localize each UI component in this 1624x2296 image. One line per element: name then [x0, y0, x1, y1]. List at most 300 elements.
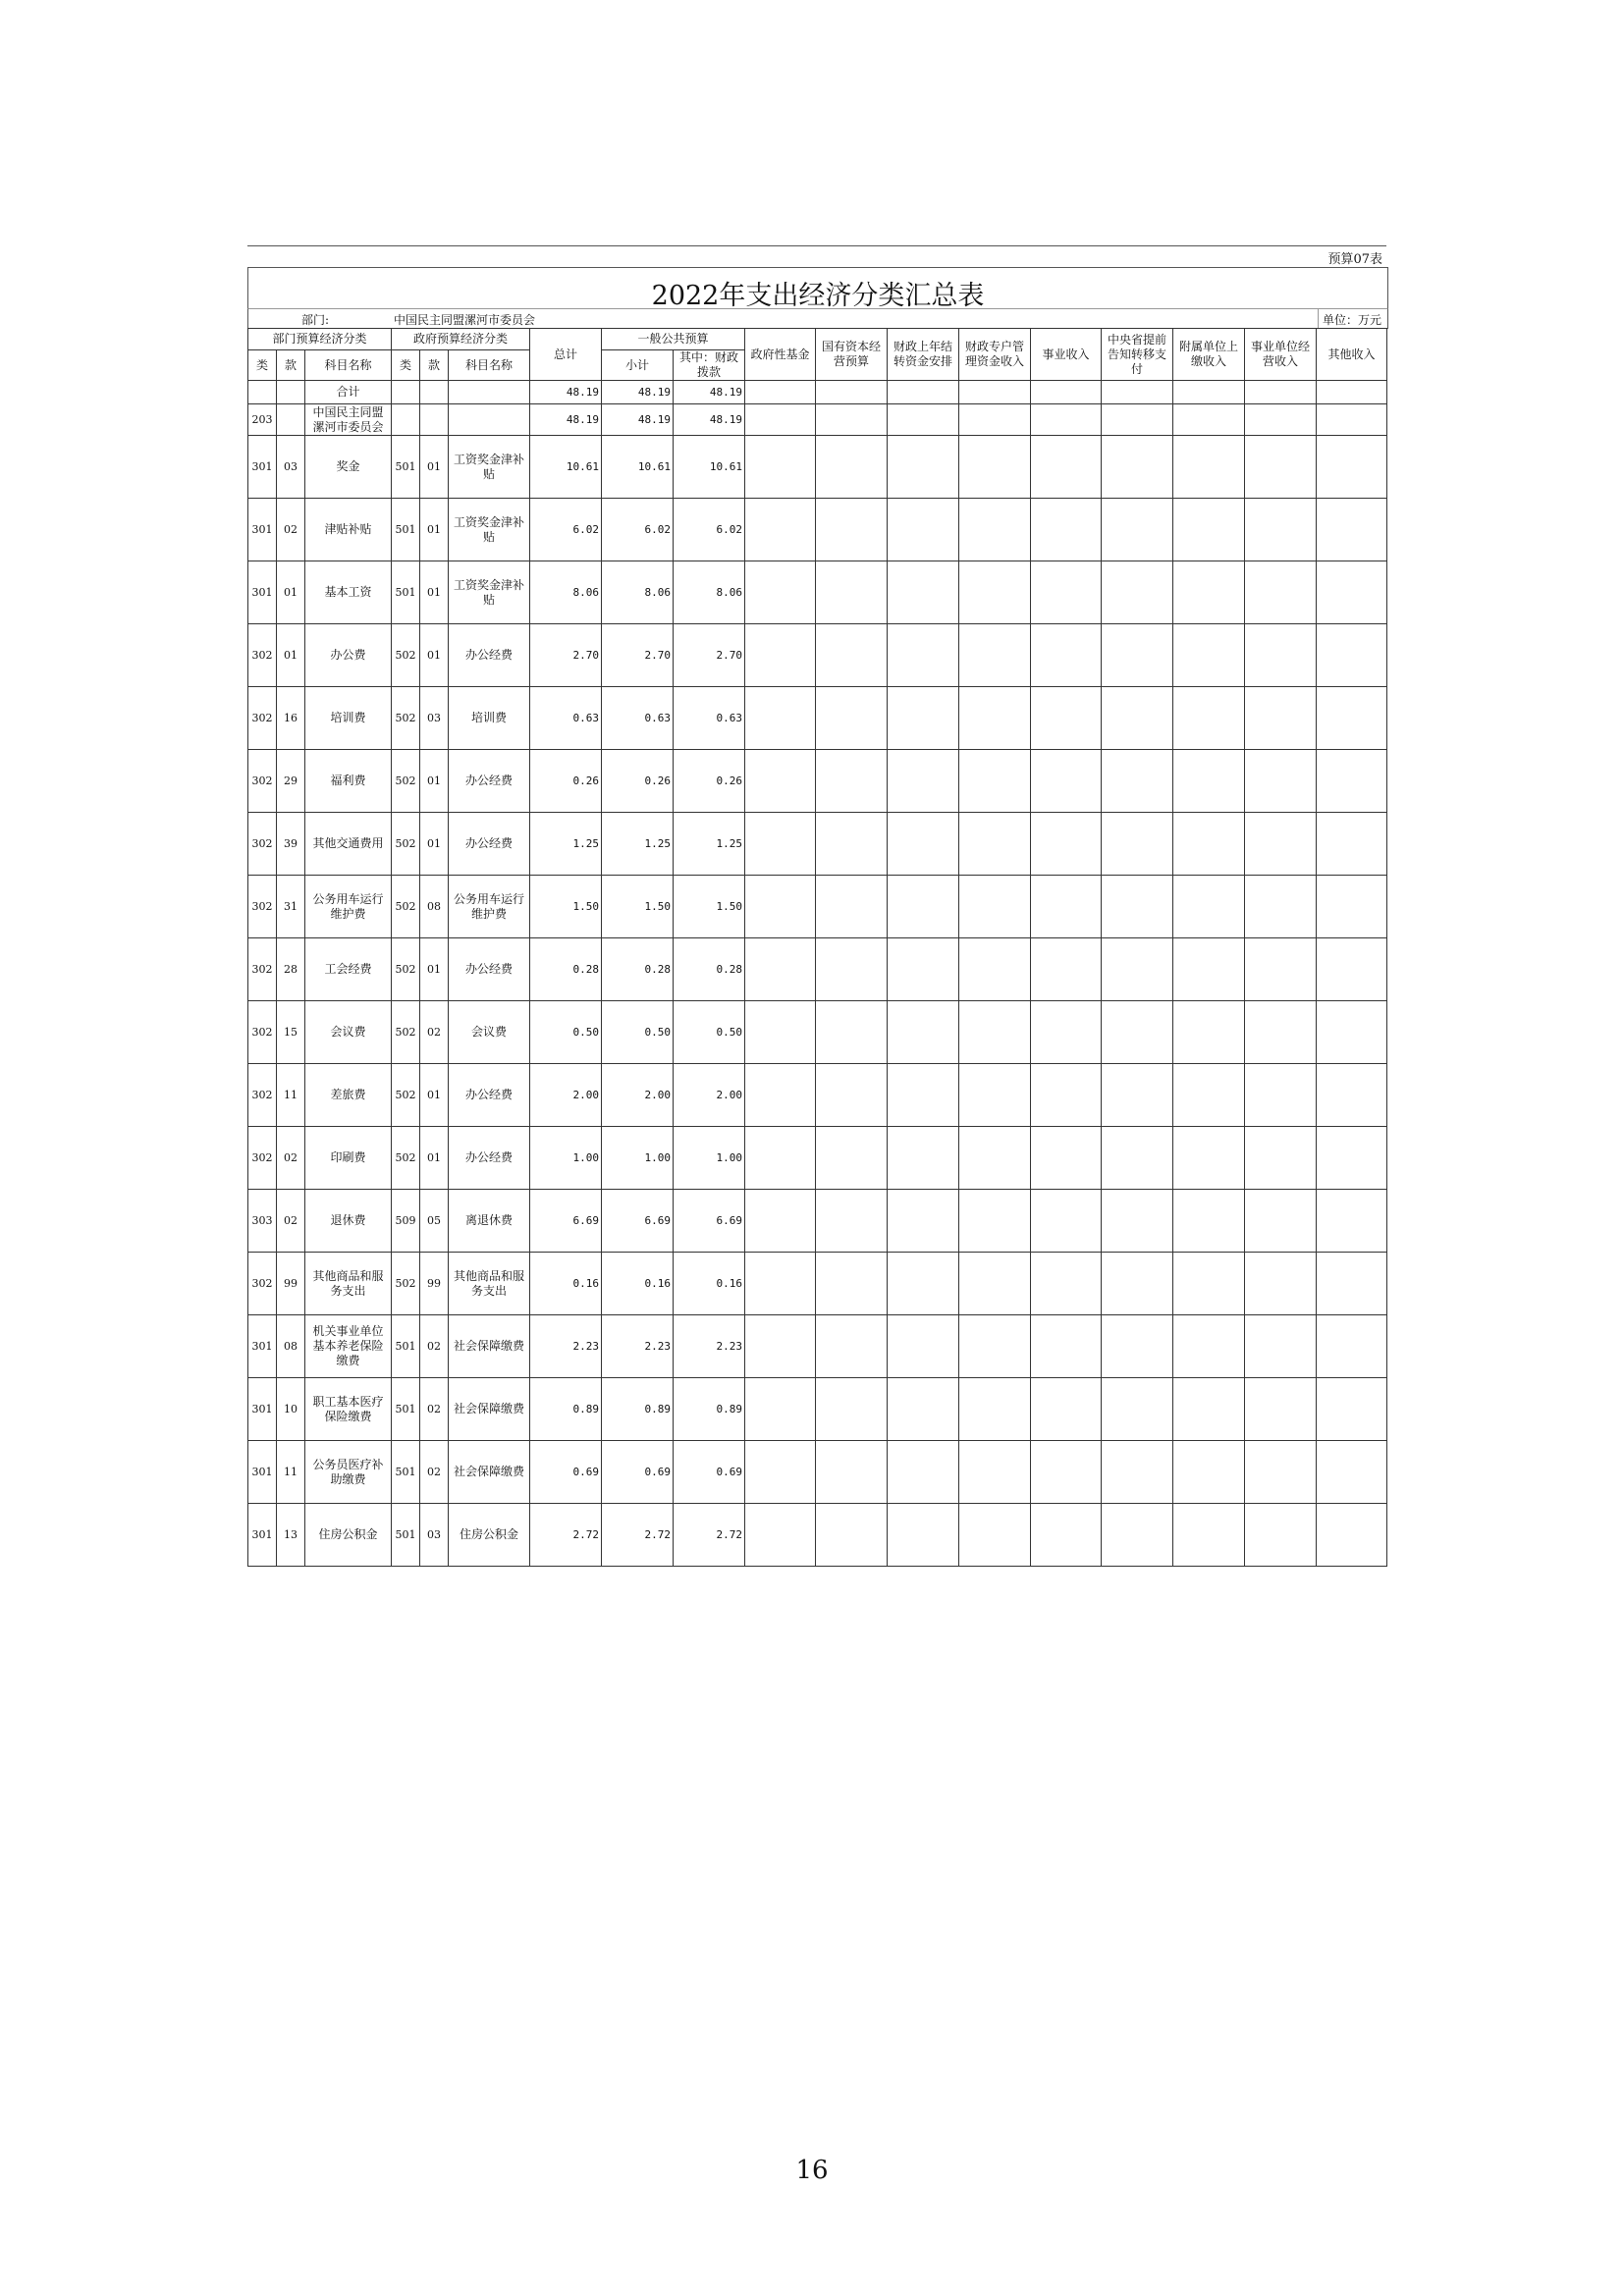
header-other-income: 其他收入	[1317, 329, 1387, 381]
cell-total: 0.69	[530, 1441, 602, 1504]
cell-subject-name: 差旅费	[305, 1064, 392, 1127]
cell-gov-kuan: 01	[420, 1064, 449, 1127]
cell-lei: 301	[248, 561, 277, 624]
cell-special-account	[959, 1064, 1031, 1127]
cell-business-income	[1031, 1001, 1102, 1064]
unit-label: 单位：万元	[1322, 313, 1381, 327]
cell-lei: 302	[248, 876, 277, 938]
cell-other-income	[1317, 1504, 1387, 1567]
cell-total: 0.50	[530, 1001, 602, 1064]
cell-central-transfer	[1102, 813, 1173, 876]
header-subtotal: 小计	[602, 350, 674, 381]
cell-operating-income	[1245, 750, 1317, 813]
header-general-budget: 一般公共预算	[602, 329, 745, 350]
cell-other-income	[1317, 1441, 1387, 1504]
cell-affiliated-income	[1173, 1441, 1245, 1504]
cell-state-capital	[816, 1127, 888, 1190]
cell-subject-name: 公务用车运行维护费	[305, 876, 392, 938]
cell-gov-kuan: 03	[420, 1504, 449, 1567]
cell-gov-fund	[745, 1504, 816, 1567]
cell-subject-name: 职工基本医疗保险缴费	[305, 1378, 392, 1441]
cell-special-account	[959, 1441, 1031, 1504]
cell-gov-subject-name: 社会保障缴费	[449, 1315, 530, 1378]
cell-gov-lei: 502	[392, 687, 420, 750]
cell-state-capital	[816, 561, 888, 624]
cell-carryover	[888, 436, 959, 499]
cell-gov-lei: 502	[392, 1001, 420, 1064]
cell-gov-lei: 502	[392, 813, 420, 876]
cell-operating-income	[1245, 436, 1317, 499]
cell-kuan: 39	[277, 813, 305, 876]
cell-operating-income	[1245, 1127, 1317, 1190]
cell-subject-name: 奖金	[305, 436, 392, 499]
header-business-income: 事业收入	[1031, 329, 1102, 381]
cell-business-income	[1031, 1064, 1102, 1127]
cell-other-income	[1317, 1190, 1387, 1253]
cell-business-income	[1031, 624, 1102, 687]
cell-state-capital	[816, 813, 888, 876]
cell-operating-income	[1245, 813, 1317, 876]
cell-other-income	[1317, 687, 1387, 750]
cell-subject-name: 津贴补贴	[305, 499, 392, 561]
cell-gov-kuan: 01	[420, 938, 449, 1001]
cell-business-income	[1031, 1378, 1102, 1441]
cell-gov-kuan: 01	[420, 750, 449, 813]
cell-affiliated-income	[1173, 687, 1245, 750]
cell-affiliated-income	[1173, 1064, 1245, 1127]
cell-kuan: 11	[277, 1441, 305, 1504]
cell-subtotal: 2.72	[602, 1504, 674, 1567]
cell-subject-name: 退休费	[305, 1190, 392, 1253]
cell-gov-subject-name: 办公经费	[449, 813, 530, 876]
total-fiscal: 48.19	[674, 381, 745, 404]
cell-other-income	[1317, 624, 1387, 687]
cell-business-income	[1031, 436, 1102, 499]
cell-fiscal: 0.16	[674, 1253, 745, 1315]
cell-fiscal: 0.69	[674, 1441, 745, 1504]
table-row	[248, 624, 1387, 687]
cell-central-transfer	[1102, 624, 1173, 687]
cell-gov-lei: 501	[392, 1378, 420, 1441]
cell-operating-income	[1245, 1378, 1317, 1441]
table-row	[248, 1504, 1387, 1567]
cell-special-account	[959, 687, 1031, 750]
cell-gov-fund	[745, 436, 816, 499]
cell-gov-kuan: 01	[420, 561, 449, 624]
cell-business-income	[1031, 750, 1102, 813]
table-row	[248, 1441, 1387, 1504]
cell-kuan: 08	[277, 1315, 305, 1378]
cell-subtotal: 2.70	[602, 624, 674, 687]
cell-gov-kuan: 01	[420, 624, 449, 687]
cell-business-income	[1031, 1127, 1102, 1190]
cell-lei: 301	[248, 1504, 277, 1567]
cell-affiliated-income	[1173, 499, 1245, 561]
cell-total: 0.63	[530, 687, 602, 750]
cell-state-capital	[816, 1253, 888, 1315]
cell-gov-fund	[745, 938, 816, 1001]
cell-state-capital	[816, 1378, 888, 1441]
cell-special-account	[959, 1127, 1031, 1190]
total-subtotal: 48.19	[602, 381, 674, 404]
cell-carryover	[888, 1378, 959, 1441]
cell-fiscal: 6.69	[674, 1190, 745, 1253]
cell-central-transfer	[1102, 1315, 1173, 1378]
cell-subtotal: 2.00	[602, 1064, 674, 1127]
cell-kuan: 01	[277, 561, 305, 624]
cell-carryover	[888, 1315, 959, 1378]
dept-name: 中国民主同盟漯河市委员会	[394, 313, 536, 327]
cell-subject-name: 福利费	[305, 750, 392, 813]
cell-gov-fund	[745, 876, 816, 938]
cell-central-transfer	[1102, 499, 1173, 561]
cell-gov-subject-name: 其他商品和服务支出	[449, 1253, 530, 1315]
cell-other-income	[1317, 813, 1387, 876]
cell-special-account	[959, 1253, 1031, 1315]
cell-operating-income	[1245, 1064, 1317, 1127]
header-gov-lei: 类	[392, 350, 420, 381]
cell-lei: 301	[248, 1378, 277, 1441]
header-dept-class: 部门预算经济分类	[248, 329, 392, 350]
cell-carryover	[888, 813, 959, 876]
cell-gov-subject-name: 工资奖金津补贴	[449, 561, 530, 624]
dept-code: 203	[248, 404, 277, 436]
cell-other-income	[1317, 750, 1387, 813]
cell-subject-name: 培训费	[305, 687, 392, 750]
cell-gov-fund	[745, 1127, 816, 1190]
cell-business-income	[1031, 1441, 1102, 1504]
cell-kuan: 29	[277, 750, 305, 813]
cell-fiscal: 0.89	[674, 1378, 745, 1441]
cell-other-income	[1317, 499, 1387, 561]
cell-gov-subject-name: 工资奖金津补贴	[449, 499, 530, 561]
cell-subject-name: 住房公积金	[305, 1504, 392, 1567]
cell-gov-lei: 509	[392, 1190, 420, 1253]
cell-total: 0.26	[530, 750, 602, 813]
cell-carryover	[888, 499, 959, 561]
cell-other-income	[1317, 1001, 1387, 1064]
cell-operating-income	[1245, 687, 1317, 750]
total-row	[248, 381, 1387, 404]
cell-operating-income	[1245, 499, 1317, 561]
cell-subject-name: 公务员医疗补助缴费	[305, 1441, 392, 1504]
cell-gov-subject-name: 办公经费	[449, 1127, 530, 1190]
cell-gov-subject-name: 办公经费	[449, 938, 530, 1001]
cell-kuan: 99	[277, 1253, 305, 1315]
cell-total: 2.70	[530, 624, 602, 687]
table-row	[248, 499, 1387, 561]
cell-kuan: 02	[277, 499, 305, 561]
cell-special-account	[959, 1504, 1031, 1567]
cell-lei: 302	[248, 938, 277, 1001]
cell-subject-name: 其他交通费用	[305, 813, 392, 876]
cell-gov-subject-name: 工资奖金津补贴	[449, 436, 530, 499]
cell-state-capital	[816, 624, 888, 687]
dept-row	[248, 404, 1387, 436]
cell-subject-name: 其他商品和服务支出	[305, 1253, 392, 1315]
header-total: 总计	[530, 329, 602, 381]
cell-central-transfer	[1102, 1504, 1173, 1567]
header-kuan: 款	[277, 350, 305, 381]
cell-affiliated-income	[1173, 1378, 1245, 1441]
cell-total: 1.25	[530, 813, 602, 876]
cell-special-account	[959, 876, 1031, 938]
cell-fiscal: 1.25	[674, 813, 745, 876]
cell-state-capital	[816, 1001, 888, 1064]
cell-gov-kuan: 01	[420, 436, 449, 499]
cell-subtotal: 0.16	[602, 1253, 674, 1315]
header-subject: 科目名称	[305, 350, 392, 381]
cell-affiliated-income	[1173, 876, 1245, 938]
cell-business-income	[1031, 1504, 1102, 1567]
cell-gov-lei: 502	[392, 1253, 420, 1315]
cell-gov-kuan: 02	[420, 1315, 449, 1378]
cell-total: 10.61	[530, 436, 602, 499]
cell-carryover	[888, 561, 959, 624]
cell-other-income	[1317, 1064, 1387, 1127]
cell-gov-subject-name: 办公经费	[449, 750, 530, 813]
cell-subtotal: 0.63	[602, 687, 674, 750]
cell-gov-fund	[745, 1378, 816, 1441]
header-affiliated-income: 附属单位上缴收入	[1173, 329, 1245, 381]
cell-gov-kuan: 02	[420, 1001, 449, 1064]
cell-affiliated-income	[1173, 1315, 1245, 1378]
total-label: 合计	[305, 381, 392, 404]
cell-business-income	[1031, 687, 1102, 750]
cell-lei: 301	[248, 436, 277, 499]
cell-subtotal: 2.23	[602, 1315, 674, 1378]
cell-gov-lei: 501	[392, 436, 420, 499]
cell-lei: 301	[248, 1315, 277, 1378]
cell-operating-income	[1245, 561, 1317, 624]
cell-gov-subject-name: 公务用车运行维护费	[449, 876, 530, 938]
cell-gov-lei: 501	[392, 1441, 420, 1504]
cell-affiliated-income	[1173, 561, 1245, 624]
cell-affiliated-income	[1173, 624, 1245, 687]
cell-gov-fund	[745, 1441, 816, 1504]
cell-special-account	[959, 624, 1031, 687]
cell-subtotal: 0.26	[602, 750, 674, 813]
header-operating-income: 事业单位经营收入	[1245, 329, 1317, 381]
total-total: 48.19	[530, 381, 602, 404]
table-row	[248, 1127, 1387, 1190]
cell-carryover	[888, 938, 959, 1001]
header-lei: 类	[248, 350, 277, 381]
cell-carryover	[888, 1441, 959, 1504]
header-special-account: 财政专户管理资金收入	[959, 329, 1031, 381]
cell-affiliated-income	[1173, 1127, 1245, 1190]
cell-subject-name: 印刷费	[305, 1127, 392, 1190]
cell-business-income	[1031, 1315, 1102, 1378]
cell-operating-income	[1245, 938, 1317, 1001]
cell-affiliated-income	[1173, 1190, 1245, 1253]
cell-gov-subject-name: 住房公积金	[449, 1504, 530, 1567]
cell-other-income	[1317, 876, 1387, 938]
cell-fiscal: 0.28	[674, 938, 745, 1001]
cell-gov-kuan: 01	[420, 813, 449, 876]
cell-gov-lei: 502	[392, 750, 420, 813]
cell-fiscal: 1.00	[674, 1127, 745, 1190]
cell-kuan: 11	[277, 1064, 305, 1127]
table-row	[248, 687, 1387, 750]
title-box	[247, 267, 1388, 309]
cell-kuan: 16	[277, 687, 305, 750]
cell-state-capital	[816, 499, 888, 561]
cell-central-transfer	[1102, 561, 1173, 624]
cell-state-capital	[816, 1504, 888, 1567]
cell-fiscal: 2.72	[674, 1504, 745, 1567]
cell-central-transfer	[1102, 938, 1173, 1001]
cell-gov-lei: 501	[392, 1315, 420, 1378]
cell-gov-kuan: 02	[420, 1441, 449, 1504]
cell-subtotal: 6.02	[602, 499, 674, 561]
cell-lei: 303	[248, 1190, 277, 1253]
cell-fiscal: 0.63	[674, 687, 745, 750]
cell-operating-income	[1245, 1441, 1317, 1504]
cell-gov-fund	[745, 1001, 816, 1064]
cell-gov-kuan: 08	[420, 876, 449, 938]
cell-kuan: 01	[277, 624, 305, 687]
cell-special-account	[959, 938, 1031, 1001]
cell-state-capital	[816, 750, 888, 813]
cell-kuan: 13	[277, 1504, 305, 1567]
cell-business-income	[1031, 561, 1102, 624]
cell-other-income	[1317, 1315, 1387, 1378]
table-row	[248, 436, 1387, 499]
cell-gov-fund	[745, 813, 816, 876]
cell-lei: 302	[248, 1253, 277, 1315]
cell-lei: 302	[248, 1064, 277, 1127]
cell-fiscal: 1.50	[674, 876, 745, 938]
cell-gov-fund	[745, 561, 816, 624]
cell-gov-lei: 502	[392, 1064, 420, 1127]
cell-fiscal: 8.06	[674, 561, 745, 624]
header-gov-class: 政府预算经济分类	[392, 329, 530, 350]
cell-carryover	[888, 876, 959, 938]
cell-central-transfer	[1102, 687, 1173, 750]
cell-carryover	[888, 624, 959, 687]
cell-carryover	[888, 1001, 959, 1064]
cell-gov-kuan: 01	[420, 499, 449, 561]
header-row-1	[248, 329, 1387, 350]
cell-special-account	[959, 436, 1031, 499]
cell-carryover	[888, 750, 959, 813]
header-state-capital: 国有资本经营预算	[816, 329, 888, 381]
cell-subtotal: 0.69	[602, 1441, 674, 1504]
dept-subtotal: 48.19	[602, 404, 674, 436]
header-gov-kuan: 款	[420, 350, 449, 381]
cell-kuan: 02	[277, 1190, 305, 1253]
cell-kuan: 31	[277, 876, 305, 938]
cell-subtotal: 0.28	[602, 938, 674, 1001]
cell-state-capital	[816, 436, 888, 499]
cell-lei: 302	[248, 750, 277, 813]
cell-fiscal: 0.26	[674, 750, 745, 813]
cell-total: 0.16	[530, 1253, 602, 1315]
cell-gov-subject-name: 离退休费	[449, 1190, 530, 1253]
table-row	[248, 1315, 1387, 1378]
cell-state-capital	[816, 938, 888, 1001]
cell-central-transfer	[1102, 1378, 1173, 1441]
cell-gov-lei: 502	[392, 1127, 420, 1190]
cell-gov-fund	[745, 750, 816, 813]
cell-subtotal: 0.50	[602, 1001, 674, 1064]
cell-gov-subject-name: 社会保障缴费	[449, 1441, 530, 1504]
cell-subtotal: 10.61	[602, 436, 674, 499]
cell-kuan: 03	[277, 436, 305, 499]
cell-lei: 302	[248, 1001, 277, 1064]
cell-subtotal: 0.89	[602, 1378, 674, 1441]
cell-subject-name: 会议费	[305, 1001, 392, 1064]
cell-subject-name: 基本工资	[305, 561, 392, 624]
dept-total: 48.19	[530, 404, 602, 436]
cell-operating-income	[1245, 624, 1317, 687]
cell-total: 0.28	[530, 938, 602, 1001]
cell-total: 0.89	[530, 1378, 602, 1441]
cell-central-transfer	[1102, 876, 1173, 938]
cell-operating-income	[1245, 1001, 1317, 1064]
cell-gov-fund	[745, 1253, 816, 1315]
page-number: 16	[795, 2156, 829, 2185]
cell-affiliated-income	[1173, 750, 1245, 813]
cell-special-account	[959, 1315, 1031, 1378]
header-central-transfer: 中央省提前告知转移支付	[1102, 329, 1173, 381]
cell-special-account	[959, 813, 1031, 876]
table-row	[248, 1001, 1387, 1064]
cell-total: 1.00	[530, 1127, 602, 1190]
cell-gov-subject-name: 培训费	[449, 687, 530, 750]
cell-affiliated-income	[1173, 1253, 1245, 1315]
table-row	[248, 561, 1387, 624]
cell-operating-income	[1245, 1315, 1317, 1378]
cell-other-income	[1317, 938, 1387, 1001]
cell-state-capital	[816, 687, 888, 750]
cell-gov-subject-name: 会议费	[449, 1001, 530, 1064]
cell-central-transfer	[1102, 1064, 1173, 1127]
meta-row	[247, 308, 1388, 329]
cell-total: 8.06	[530, 561, 602, 624]
table-row	[248, 1378, 1387, 1441]
cell-special-account	[959, 1001, 1031, 1064]
cell-central-transfer	[1102, 1190, 1173, 1253]
cell-carryover	[888, 1253, 959, 1315]
cell-lei: 302	[248, 687, 277, 750]
cell-subject-name: 机关事业单位基本养老保险缴费	[305, 1315, 392, 1378]
cell-affiliated-income	[1173, 813, 1245, 876]
cell-gov-subject-name: 办公经费	[449, 624, 530, 687]
cell-gov-lei: 501	[392, 561, 420, 624]
cell-gov-fund	[745, 1315, 816, 1378]
table-row	[248, 1064, 1387, 1127]
cell-business-income	[1031, 813, 1102, 876]
form-number: 预算07表	[1327, 252, 1382, 267]
header-carryover: 财政上年结转资金安排	[888, 329, 959, 381]
cell-gov-kuan: 02	[420, 1378, 449, 1441]
cell-carryover	[888, 687, 959, 750]
cell-gov-fund	[745, 624, 816, 687]
cell-state-capital	[816, 1064, 888, 1127]
dept-label: 部门:	[301, 313, 330, 327]
cell-central-transfer	[1102, 436, 1173, 499]
cell-gov-lei: 502	[392, 938, 420, 1001]
cell-subtotal: 1.50	[602, 876, 674, 938]
cell-subject-name: 办公费	[305, 624, 392, 687]
cell-gov-lei: 501	[392, 1504, 420, 1567]
cell-business-income	[1031, 1190, 1102, 1253]
table-row	[248, 813, 1387, 876]
cell-total: 1.50	[530, 876, 602, 938]
table-row	[248, 1190, 1387, 1253]
